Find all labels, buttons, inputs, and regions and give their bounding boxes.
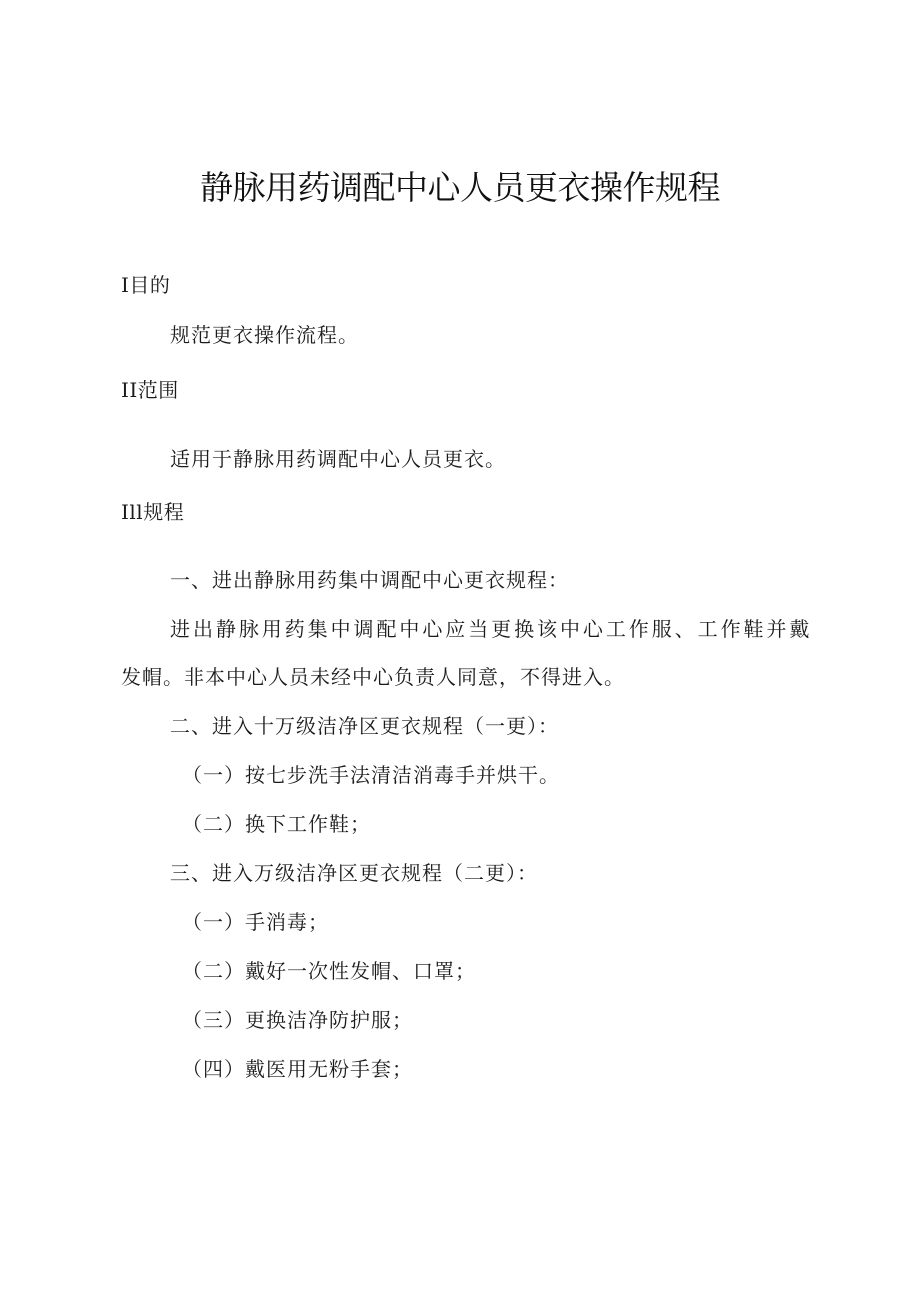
procedure-item-2-heading: 二、进入十万级洁净区更衣规程（一更）： xyxy=(170,714,559,738)
procedure-item-1-heading: 一、进出静脉用药集中调配中心更衣规程： xyxy=(170,568,569,592)
section-heading-purpose: I目的 xyxy=(121,273,171,297)
procedure-item-3-heading: 三、进入万级洁净区更衣规程（二更）： xyxy=(170,861,538,885)
procedure-item-3-step-3: （三）更换洁净防护服； xyxy=(182,1008,413,1032)
procedure-item-3-step-4: （四）戴医用无粉手套； xyxy=(182,1057,413,1081)
procedure-item-2-step-1: （一）按七步洗手法清洁消毒手并烘干。 xyxy=(182,763,560,787)
procedure-item-1-text-line2: 发帽。非本中心人员未经中心负责人同意，不得进入。 xyxy=(121,665,625,689)
procedure-item-3-step-2: （二）戴好一次性发帽、口罩； xyxy=(182,959,476,983)
procedure-item-2-step-2: （二）换下工作鞋； xyxy=(182,812,371,836)
procedure-item-1-text-line1: 进出静脉用药集中调配中心应当更换该中心工作服、工作鞋并戴 xyxy=(170,617,810,641)
procedure-item-3-step-1: （一）手消毒； xyxy=(182,910,329,934)
section-heading-scope: II范围 xyxy=(121,378,179,402)
document-title: 静脉用药调配中心人员更衣操作规程 xyxy=(200,168,720,207)
paragraph-purpose: 规范更衣操作流程。 xyxy=(170,323,359,347)
section-heading-procedure: Ill规程 xyxy=(121,500,185,524)
paragraph-scope: 适用于静脉用药调配中心人员更衣。 xyxy=(170,447,506,471)
